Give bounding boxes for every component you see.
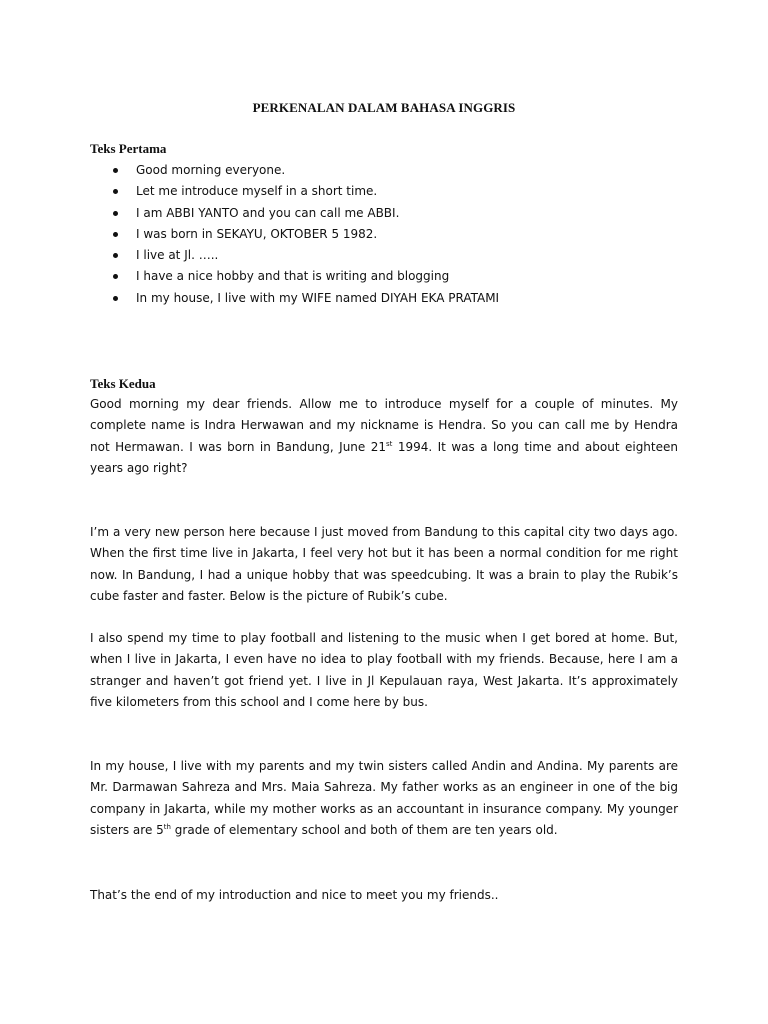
paragraph-text: Good morning my dear friends. Allow me to introduce myself for a couple of minutes. My complete name is Indra Herwawan and my nickname is Hendra. So you can call me by Hendra not Hermawan. I was born in Bandung, June 21 <box>90 397 678 454</box>
paragraph-new-person: I’m a very new person here because I just moved from Bandung to this capital city two days ago. When the first time live in Jakarta, I feel very hot but it has been a normal condition for me right now. In Bandung, I had a unique hobby that was speedcubing. It was a brain to play the Rubik’s cube faster and faster. Below is the picture of Rubik’s cube. <box>90 525 678 603</box>
paragraph-family <box>90 756 678 841</box>
list-item: I live at Jl. ….. <box>90 245 690 266</box>
section-heading-teks-kedua: Teks Kedua <box>90 376 156 391</box>
paragraph-text: In my house, I live with my parents and my twin sisters called Andin and Andina. My parents are Mr. Darmawan Sahreza and Mrs. Maia Sahreza. My father works as an engineer in one of the big company in Jakarta, while my mother works as an accountant in insurance company. My younger sisters are 5 <box>90 759 678 837</box>
ordinal-suffix: th <box>163 822 171 831</box>
list-item: In my house, I live with my WIFE named DIYAH EKA PRATAMI <box>90 288 690 309</box>
ordinal-suffix: st <box>386 439 393 448</box>
paragraph-text: grade of elementary school and both of them are ten years old. <box>170 822 558 837</box>
list-item: I am ABBI YANTO and you can call me ABBI. <box>90 203 690 224</box>
paragraph-introduction <box>90 394 678 479</box>
list-item: Let me introduce myself in a short time. <box>90 181 690 202</box>
paragraph-football: I also spend my time to play football and listening to the music when I get bored at home. But, when I live in Jakarta, I even have no idea to play football with my friends. Because, here I am a stranger and haven’t got friend yet. I live in Jl Kepulauan raya, West Jakarta. It’s approximately five kilometers from this school and I come here by bus. <box>90 631 678 709</box>
bullet-list <box>90 160 690 309</box>
document-title: PERKENALAN DALAM BAHASA INGGRIS <box>252 100 516 115</box>
paragraph-text: 1994. It was a long time and about eighteen years ago right? <box>90 439 678 475</box>
section-heading-teks-pertama: Teks Pertama <box>90 141 167 156</box>
list-item: I have a nice hobby and that is writing and blogging <box>90 266 690 287</box>
list-item: Good morning everyone. <box>90 160 690 181</box>
list-item: I was born in SEKAYU, OKTOBER 5 1982. <box>90 224 690 245</box>
paragraph-closing: That’s the end of my introduction and nice to meet you my friends.. <box>90 888 499 902</box>
